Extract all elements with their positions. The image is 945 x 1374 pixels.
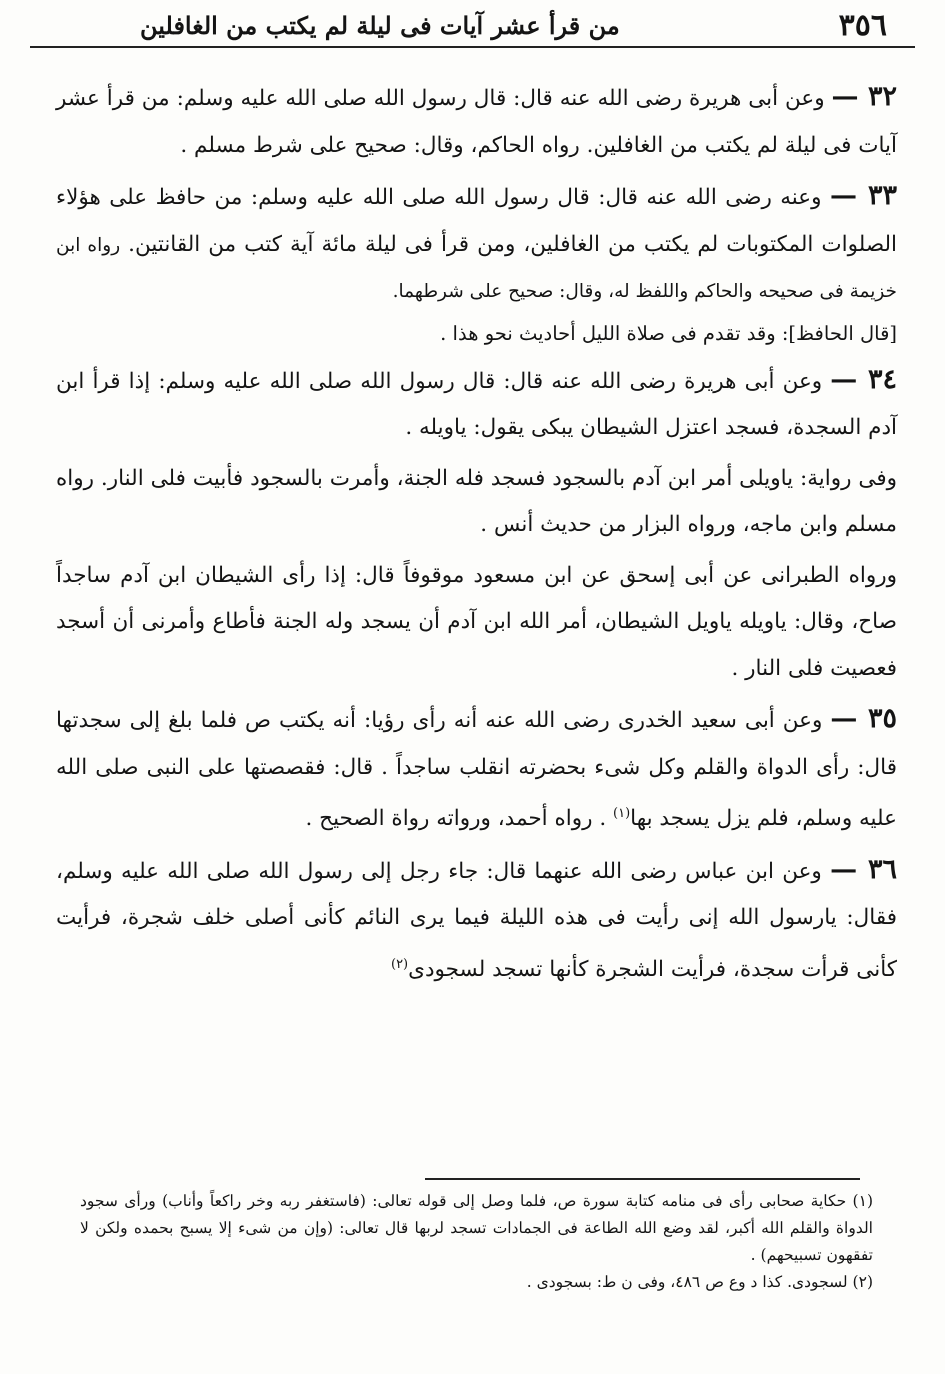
hadith-33: [56, 173, 897, 315]
footnote-2: (٢) لسجودى. كذا د وع ص ٤٨٦، وفى ن ط: بسجودى .: [526, 1273, 873, 1291]
hadith-text: وعن أبى هريرة رضى الله عنه قال: قال رسول الله صلى الله عليه وسلم: إذا قرأ ابن آدم السجدة، فسجد اعتزل الشيطان يبكى يقول: ياويله .: [56, 368, 897, 440]
hadith-34-riwaya: وفى رواية: ياويلى أمر ابن آدم بالسجود فسجد فله الجنة، وأمرت بالسجود فأبيت فلى النار. رواه مسلم وابن ماجه، ورواه البزار من حديث أنس .: [56, 465, 897, 537]
hadith-36: [56, 847, 897, 994]
hadith-number: ٣٤ —: [830, 363, 897, 395]
hadith-text: وعن ابن عباس رضى الله عنهما قال: جاء رجل إلى رسول الله صلى الله عليه وسلم، فقال: يارسول الله إنى رأيت فى هذه الليلة فيما يرى النائم كأنى أصلى خلف شجرة، فرأيت كأنى قرأت سجدة، فرأيت الشجرة كأنها تسجد لسجودى: [56, 858, 897, 982]
hadith-number: ٣٢ —: [831, 81, 897, 112]
hadith-text: وعن أبى سعيد الخدرى رضى الله عنه أنه رأى رؤيا: أنه يكتب ص فلما بلغ إلى سجدتها قال: رأى الدواة والقلم وكل شىء بحضرته انقلب ساجداً . قال: فقصصتها على النبى صلى الله عليه وسلم، فلم يزل يسجد بها: [56, 708, 897, 832]
footnotes: [80, 1188, 873, 1296]
page-body: [56, 74, 897, 997]
footnote-ref[interactable]: (٢): [390, 956, 409, 972]
hadith-number: ٣٣ —: [829, 180, 897, 211]
running-head: من قرأ عشر آيات فى ليلة لم يكتب من الغافلين: [140, 10, 620, 40]
hadith-number: ٣٦ —: [830, 853, 897, 885]
footnote-1: (١) حكاية صحابى رأى فى منامه كتابة سورة ص، فلما وصل إلى قوله تعالى: (فاستغفر ربه وخر راكعاً وأناب) ورأى سجود الدواة والقلم الله أكبر، لقد وضع الله الطاعة فى الجمادات تسجد لربها قال تعالى: (وإن من شىء إلا يسبح بحمده ولكن لا تفقهون تسبيحهم) .: [80, 1192, 873, 1264]
hadith-source: . رواه أحمد، ورواته رواة الصحيح .: [305, 806, 607, 832]
hadith-text: وعن أبى هريرة رضى الله عنه قال: قال رسول الله صلى الله عليه وسلم: من قرأ عشر آيات فى ليلة لم يكتب من الغافلين. رواه الحاكم، وقال: صحيح على شرط مسلم .: [56, 86, 897, 158]
hadith-number: ٣٥ —: [830, 703, 897, 734]
footnote-divider: [425, 1178, 860, 1180]
hadith-34-tabarani: ورواه الطبرانى عن أبى إسحق عن ابن مسعود موقوفاً قال: إذا رأى الشيطان ابن آدم ساجداً صاح، وقال: ياويله ياويل الشيطان، أمر الله ابن آدم أن يسجد وله الجنة فأطاع وأمرنى أن أسجد فعصيت فلى النار .: [56, 562, 897, 681]
hadith-35: [56, 696, 897, 843]
hadith-34: [56, 357, 897, 452]
page-number: ٣٥٦: [838, 7, 887, 43]
hadith-text: وعنه رضى الله عنه قال: قال رسول الله صلى الله عليه وسلم: من حافظ على هؤلاء الصلوات المكتوبات لم يكتب من الغافلين، ومن قرأ فى ليلة مائة آية كتب من القانتين.: [56, 185, 898, 257]
page-header: [30, 4, 915, 48]
footnote-ref[interactable]: (١): [613, 806, 631, 821]
hadith-source: رواه ابن خزيمة فى صحيحه والحاكم واللفظ له، وقال: صحيح على شرطهما.: [56, 234, 897, 302]
hadith-32: [56, 74, 897, 169]
hafiz-note: [قال الحافظ]: وقد تقدم فى صلاة الليل أحاديث نحو هذا .: [440, 321, 897, 345]
